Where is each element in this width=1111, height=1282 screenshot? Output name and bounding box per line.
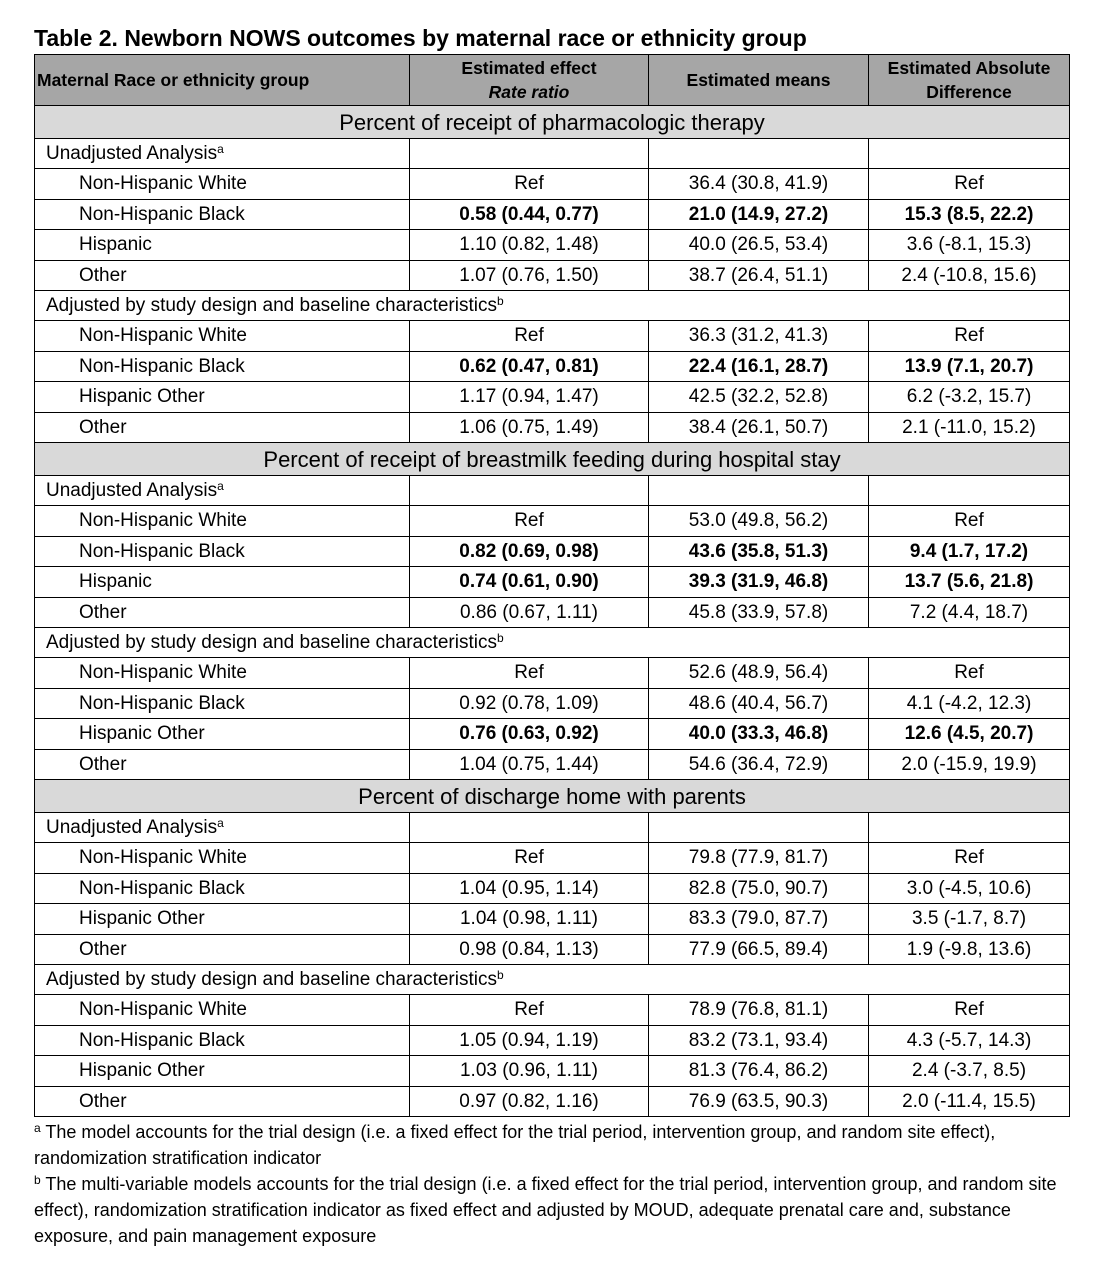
absolute-difference-cell: 2.0 (-11.4, 15.5) (869, 1086, 1070, 1117)
absolute-difference-cell: 1.9 (-9.8, 13.6) (869, 934, 1070, 965)
footnote-a (34, 1119, 1069, 1171)
estimated-means-cell: 83.2 (73.1, 93.4) (649, 1025, 869, 1056)
rate-ratio-cell: 0.74 (0.61, 0.90) (410, 567, 649, 598)
race-group-cell: Non-Hispanic Black (35, 1025, 410, 1056)
section-row (35, 443, 1070, 476)
race-group-cell: Other (35, 260, 410, 291)
analysis-label-text: Unadjusted Analysis (46, 816, 218, 838)
header-diff-line2: Difference (926, 82, 1012, 102)
race-group-cell: Non-Hispanic White (35, 321, 410, 352)
estimated-means-cell: 77.9 (66.5, 89.4) (649, 934, 869, 965)
empty-cell (410, 813, 649, 843)
absolute-difference-cell: 4.1 (-4.2, 12.3) (869, 688, 1070, 719)
analysis-row (35, 965, 1070, 995)
analysis-row (35, 476, 1070, 506)
absolute-difference-cell: 13.7 (5.6, 21.8) (869, 567, 1070, 598)
absolute-difference-cell: 2.1 (-11.0, 15.2) (869, 412, 1070, 443)
analysis-label (35, 813, 410, 843)
header-means: Estimated means (649, 55, 869, 106)
absolute-difference-cell: 2.0 (-15.9, 19.9) (869, 749, 1070, 780)
footnote-text: The model accounts for the trial design (i.e. a fixed effect for the trial period, intervention group, and random site effect), randomization stratification indicator (34, 1122, 996, 1168)
race-group-cell: Hispanic Other (35, 904, 410, 935)
table-row (35, 169, 1070, 200)
estimated-means-cell: 38.4 (26.1, 50.7) (649, 412, 869, 443)
analysis-label-text: Unadjusted Analysis (46, 479, 218, 501)
empty-cell (410, 139, 649, 169)
table-row (35, 934, 1070, 965)
section-row (35, 780, 1070, 813)
table-row (35, 719, 1070, 750)
analysis-label-text: Adjusted by study design and baseline characteristics (46, 631, 497, 653)
estimated-means-cell: 22.4 (16.1, 28.7) (649, 351, 869, 382)
analysis-label (35, 965, 1070, 995)
estimated-means-cell: 36.3 (31.2, 41.3) (649, 321, 869, 352)
header-effect (410, 55, 649, 106)
section-title: Percent of discharge home with parents (35, 780, 1070, 813)
rate-ratio-cell: 0.76 (0.63, 0.92) (410, 719, 649, 750)
analysis-label-text: Unadjusted Analysis (46, 142, 218, 164)
table-row (35, 260, 1070, 291)
table-row (35, 567, 1070, 598)
analysis-label (35, 476, 410, 506)
race-group-cell: Hispanic Other (35, 1056, 410, 1087)
analysis-label (35, 291, 1070, 321)
table-row (35, 873, 1070, 904)
outcomes-table (34, 54, 1070, 1117)
table-row (35, 597, 1070, 628)
empty-cell (869, 476, 1070, 506)
race-group-cell: Non-Hispanic White (35, 843, 410, 874)
race-group-cell: Other (35, 412, 410, 443)
estimated-means-cell: 79.8 (77.9, 81.7) (649, 843, 869, 874)
estimated-means-cell: 42.5 (32.2, 52.8) (649, 382, 869, 413)
header-row (35, 55, 1070, 106)
estimated-means-cell: 48.6 (40.4, 56.7) (649, 688, 869, 719)
estimated-means-cell: 45.8 (33.9, 57.8) (649, 597, 869, 628)
header-diff-line1: Estimated Absolute (887, 58, 1051, 78)
empty-cell (649, 813, 869, 843)
table-row (35, 1056, 1070, 1087)
race-group-cell: Hispanic Other (35, 719, 410, 750)
table-row (35, 382, 1070, 413)
estimated-means-cell: 43.6 (35.8, 51.3) (649, 536, 869, 567)
rate-ratio-cell: 0.98 (0.84, 1.13) (410, 934, 649, 965)
race-group-cell: Non-Hispanic White (35, 658, 410, 689)
analysis-label (35, 139, 410, 169)
analysis-row (35, 813, 1070, 843)
rate-ratio-cell: 1.05 (0.94, 1.19) (410, 1025, 649, 1056)
rate-ratio-cell: Ref (410, 658, 649, 689)
race-group-cell: Non-Hispanic Black (35, 351, 410, 382)
estimated-means-cell: 36.4 (30.8, 41.9) (649, 169, 869, 200)
table-row (35, 658, 1070, 689)
rate-ratio-cell: 0.92 (0.78, 1.09) (410, 688, 649, 719)
table-row (35, 749, 1070, 780)
rate-ratio-cell: Ref (410, 843, 649, 874)
rate-ratio-cell: 0.58 (0.44, 0.77) (410, 199, 649, 230)
table-row (35, 230, 1070, 261)
table-row (35, 199, 1070, 230)
absolute-difference-cell: Ref (869, 843, 1070, 874)
table-body (35, 106, 1070, 1117)
race-group-cell: Other (35, 749, 410, 780)
rate-ratio-cell: 1.17 (0.94, 1.47) (410, 382, 649, 413)
table-row (35, 904, 1070, 935)
footnote-b (34, 1171, 1069, 1249)
footnote-mark: b (34, 1173, 41, 1187)
race-group-cell: Non-Hispanic White (35, 169, 410, 200)
footnote-ref: b (496, 630, 504, 645)
table-row (35, 351, 1070, 382)
race-group-cell: Non-Hispanic Black (35, 536, 410, 567)
absolute-difference-cell: 15.3 (8.5, 22.2) (869, 199, 1070, 230)
rate-ratio-cell: Ref (410, 506, 649, 537)
rate-ratio-cell: 1.06 (0.75, 1.49) (410, 412, 649, 443)
analysis-label-text: Adjusted by study design and baseline characteristics (46, 968, 497, 990)
header-effect-line2: Rate ratio (488, 82, 570, 102)
estimated-means-cell: 76.9 (63.5, 90.3) (649, 1086, 869, 1117)
rate-ratio-cell: Ref (410, 995, 649, 1026)
absolute-difference-cell: 7.2 (4.4, 18.7) (869, 597, 1070, 628)
absolute-difference-cell: Ref (869, 995, 1070, 1026)
estimated-means-cell: 40.0 (33.3, 46.8) (649, 719, 869, 750)
race-group-cell: Hispanic (35, 230, 410, 261)
table-row (35, 1025, 1070, 1056)
section-title: Percent of receipt of breastmilk feeding during hospital stay (35, 443, 1070, 476)
rate-ratio-cell: 1.03 (0.96, 1.11) (410, 1056, 649, 1087)
absolute-difference-cell: Ref (869, 321, 1070, 352)
absolute-difference-cell: Ref (869, 169, 1070, 200)
absolute-difference-cell: 12.6 (4.5, 20.7) (869, 719, 1070, 750)
absolute-difference-cell: 9.4 (1.7, 17.2) (869, 536, 1070, 567)
footnote-mark: a (34, 1121, 41, 1135)
race-group-cell: Other (35, 934, 410, 965)
table-row (35, 321, 1070, 352)
estimated-means-cell: 39.3 (31.9, 46.8) (649, 567, 869, 598)
rate-ratio-cell: 1.04 (0.75, 1.44) (410, 749, 649, 780)
section-title: Percent of receipt of pharmacologic therapy (35, 106, 1070, 139)
table-row (35, 1086, 1070, 1117)
analysis-row (35, 139, 1070, 169)
analysis-label-text: Adjusted by study design and baseline characteristics (46, 294, 497, 316)
estimated-means-cell: 54.6 (36.4, 72.9) (649, 749, 869, 780)
footnote-ref: b (496, 293, 504, 308)
estimated-means-cell: 82.8 (75.0, 90.7) (649, 873, 869, 904)
race-group-cell: Non-Hispanic Black (35, 688, 410, 719)
analysis-row (35, 291, 1070, 321)
table-row (35, 995, 1070, 1026)
rate-ratio-cell: 0.62 (0.47, 0.81) (410, 351, 649, 382)
section-row (35, 106, 1070, 139)
document (34, 22, 1069, 1249)
absolute-difference-cell: 4.3 (-5.7, 14.3) (869, 1025, 1070, 1056)
rate-ratio-cell: 1.10 (0.82, 1.48) (410, 230, 649, 261)
empty-cell (410, 476, 649, 506)
header-group: Maternal Race or ethnicity group (35, 55, 410, 106)
rate-ratio-cell: 0.82 (0.69, 0.98) (410, 536, 649, 567)
footnote-ref: a (217, 815, 224, 830)
empty-cell (869, 139, 1070, 169)
estimated-means-cell: 52.6 (48.9, 56.4) (649, 658, 869, 689)
estimated-means-cell: 40.0 (26.5, 53.4) (649, 230, 869, 261)
race-group-cell: Non-Hispanic Black (35, 199, 410, 230)
absolute-difference-cell: 13.9 (7.1, 20.7) (869, 351, 1070, 382)
race-group-cell: Non-Hispanic White (35, 506, 410, 537)
table-title: Table 2. Newborn NOWS outcomes by maternal race or ethnicity group (34, 25, 807, 51)
rate-ratio-cell: Ref (410, 169, 649, 200)
estimated-means-cell: 38.7 (26.4, 51.1) (649, 260, 869, 291)
estimated-means-cell: 83.3 (79.0, 87.7) (649, 904, 869, 935)
table-row (35, 412, 1070, 443)
empty-cell (649, 476, 869, 506)
absolute-difference-cell: Ref (869, 658, 1070, 689)
estimated-means-cell: 81.3 (76.4, 86.2) (649, 1056, 869, 1087)
rate-ratio-cell: 0.97 (0.82, 1.16) (410, 1086, 649, 1117)
header-effect-line1: Estimated effect (461, 58, 597, 78)
race-group-cell: Non-Hispanic Black (35, 873, 410, 904)
absolute-difference-cell: 3.6 (-8.1, 15.3) (869, 230, 1070, 261)
empty-cell (649, 139, 869, 169)
race-group-cell: Other (35, 597, 410, 628)
absolute-difference-cell: 3.0 (-4.5, 10.6) (869, 873, 1070, 904)
race-group-cell: Hispanic Other (35, 382, 410, 413)
footnotes (34, 1119, 1069, 1249)
analysis-label (35, 628, 1070, 658)
race-group-cell: Hispanic (35, 567, 410, 598)
rate-ratio-cell: Ref (410, 321, 649, 352)
absolute-difference-cell: 2.4 (-3.7, 8.5) (869, 1056, 1070, 1087)
race-group-cell: Non-Hispanic White (35, 995, 410, 1026)
table-row (35, 688, 1070, 719)
footnote-text: The multi-variable models accounts for the trial design (i.e. a fixed effect for the trial period, intervention group, and random site effect), randomization stratification indicator as fixed effect and adjusted by MOUD, adequate prenatal care and, substance exposure, and pain management exposure (34, 1174, 1057, 1246)
absolute-difference-cell: 6.2 (-3.2, 15.7) (869, 382, 1070, 413)
table-row (35, 843, 1070, 874)
footnote-ref: a (217, 141, 224, 156)
rate-ratio-cell: 1.04 (0.95, 1.14) (410, 873, 649, 904)
absolute-difference-cell: Ref (869, 506, 1070, 537)
race-group-cell: Other (35, 1086, 410, 1117)
estimated-means-cell: 53.0 (49.8, 56.2) (649, 506, 869, 537)
rate-ratio-cell: 0.86 (0.67, 1.11) (410, 597, 649, 628)
empty-cell (869, 813, 1070, 843)
absolute-difference-cell: 3.5 (-1.7, 8.7) (869, 904, 1070, 935)
rate-ratio-cell: 1.04 (0.98, 1.11) (410, 904, 649, 935)
table-row (35, 506, 1070, 537)
estimated-means-cell: 21.0 (14.9, 27.2) (649, 199, 869, 230)
table-row (35, 536, 1070, 567)
rate-ratio-cell: 1.07 (0.76, 1.50) (410, 260, 649, 291)
footnote-ref: a (217, 478, 224, 493)
estimated-means-cell: 78.9 (76.8, 81.1) (649, 995, 869, 1026)
footnote-ref: b (496, 967, 504, 982)
header-diff (869, 55, 1070, 106)
absolute-difference-cell: 2.4 (-10.8, 15.6) (869, 260, 1070, 291)
analysis-row (35, 628, 1070, 658)
